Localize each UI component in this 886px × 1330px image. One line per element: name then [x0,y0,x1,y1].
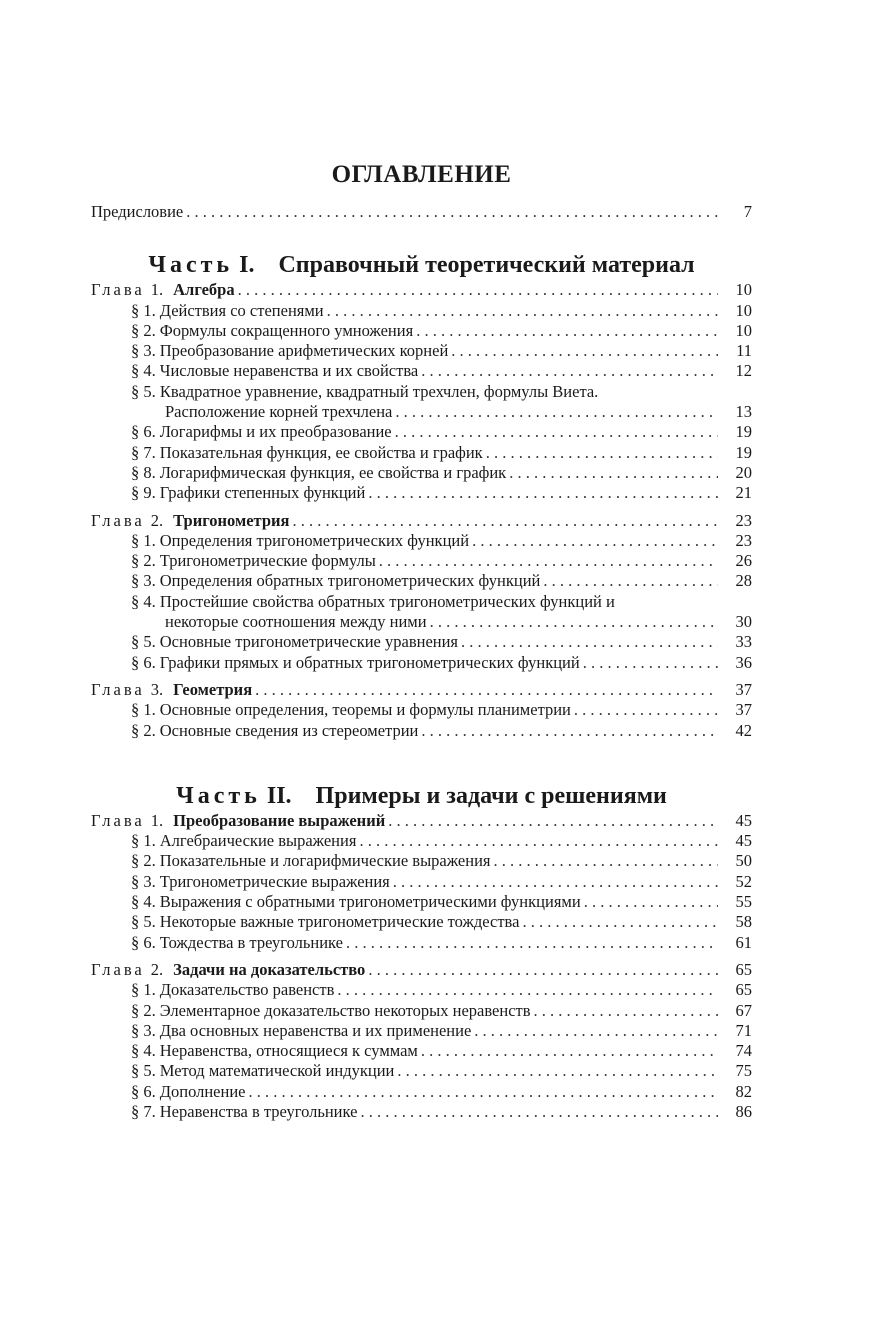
dot-leader [397,1061,718,1081]
toc-section-continuation[interactable] [91,402,752,422]
toc-section[interactable] [91,831,752,851]
dot-leader [238,280,718,300]
page-number: 36 [735,652,752,672]
section-title: Числовые неравенства и их свойства [159,361,419,381]
page-number: 74 [735,1041,752,1061]
dot-leader [509,463,718,483]
dot-leader [186,202,718,222]
section-title: Логарифмическая функция, ее свойства и график [159,462,507,482]
dot-leader [430,612,718,632]
section-title-line1: Простейшие свойства обратных тригонометрических функций и [159,591,615,611]
toc-section-wrapped[interactable] [91,592,752,612]
section-number: § 2. [131,720,156,740]
chapter-title: Алгебра [173,280,235,300]
page-number: 23 [735,530,752,550]
dot-leader [543,571,718,591]
dot-leader [255,680,718,700]
section-title: Преобразование арифметических корней [159,341,449,361]
dot-leader [574,700,718,720]
page-number: 86 [735,1101,752,1121]
chapter-number: 1. [150,810,164,830]
section-title: Неравенства, относящиеся к суммам [159,1041,418,1061]
dot-leader [393,872,718,892]
chapter-title: Преобразование выражений [173,810,386,830]
section-number: § 5. [131,381,156,401]
toc-section[interactable] [91,443,752,463]
section-number: § 6. [131,932,156,952]
dot-leader [368,960,718,980]
section-title: Неравенства в треугольнике [159,1101,358,1121]
dot-leader [292,511,718,531]
chapter-number: 1. [150,280,164,300]
dot-leader [359,831,718,851]
section-number: § 5. [131,1061,156,1081]
page-number: 52 [735,871,752,891]
toc-chapter-trigonometry[interactable] [91,511,752,531]
toc-section[interactable] [91,422,752,442]
entry-label: Предисловие [91,202,184,221]
toc-section[interactable] [91,653,752,673]
part-number: I. [239,252,255,279]
section-number: § 2. [131,1000,156,1020]
toc-section[interactable] [91,851,752,871]
section-number: § 6. [131,422,156,442]
section-number: § 2. [131,851,156,871]
section-title: Доказательство равенств [159,980,335,1000]
dot-leader [416,321,718,341]
toc-chapter-geometry[interactable] [91,680,752,700]
page-number: 20 [735,462,752,482]
section-title: Формулы сокращенного умножения [159,320,414,340]
section-title-line2: Расположение корней трехчлена [165,402,393,422]
chapter-word: Глава [91,810,145,830]
section-title: Основные сведения из стереометрии [159,720,419,740]
page-number: 75 [735,1061,752,1081]
dot-leader [249,1082,719,1102]
section-number: § 9. [131,483,156,503]
dot-leader [534,1001,718,1021]
dot-leader [327,301,718,321]
chapter-number: 2. [150,959,164,979]
toc-section[interactable] [91,1061,752,1081]
section-title: Логарифмы и их преобразование [159,422,392,442]
page-number: 23 [735,510,752,530]
section-title: Тригонометрические формулы [159,551,376,571]
page-number: 65 [735,959,752,979]
dot-leader [360,1102,718,1122]
chapter-title: Задачи на доказательство [173,959,366,979]
section-number: § 4. [131,591,156,611]
dot-leader [421,721,718,741]
section-number: § 1. [131,980,156,1000]
section-number: § 2. [131,551,156,571]
section-title: Показательная функция, ее свойства и график [159,442,483,462]
page-number: 37 [735,679,752,699]
toc-section[interactable] [91,341,752,361]
toc-page [91,160,752,1122]
section-title: Элементарное доказательство некоторых неравенств [159,1000,531,1020]
dot-leader [346,933,718,953]
section-title: Выражения с обратными тригонометрическими функциями [159,892,581,912]
toc-section-wrapped[interactable] [91,382,752,402]
part-word: Часть [148,252,234,279]
dot-leader [584,892,718,912]
dot-leader [583,653,718,673]
dot-leader [379,551,718,571]
section-number: § 4. [131,1041,156,1061]
dot-leader [395,402,718,422]
toc-section[interactable] [91,700,752,720]
section-number: § 3. [131,871,156,891]
toc-section[interactable] [91,933,752,953]
section-number: § 7. [131,442,156,462]
toc-chapter-proofs[interactable] [91,960,752,980]
section-title: Определения тригонометрических функций [159,530,470,550]
section-number: § 6. [131,652,156,672]
section-number: § 5. [131,912,156,932]
toc-chapter-algebra[interactable] [91,280,752,300]
section-number: § 4. [131,361,156,381]
page-number: 42 [735,720,752,740]
section-title-line1: Квадратное уравнение, квадратный трехчлен, формулы Виета. [159,381,599,401]
section-title: Некоторые важные тригонометрические тождества [159,912,520,932]
toc-section[interactable] [91,1021,752,1041]
section-number: § 3. [131,1020,156,1040]
section-title-line2: некоторые соотношения между ними [165,612,427,632]
section-number: § 2. [131,320,156,340]
section-title: Дополнение [159,1081,246,1101]
toc-entry-preface[interactable] [91,202,752,222]
toc-section[interactable] [91,483,752,503]
section-number: § 3. [131,571,156,591]
dot-leader [368,483,718,503]
section-number: § 1. [131,530,156,550]
page-number: 21 [735,483,752,503]
page-number: 45 [735,831,752,851]
page-number: 7 [743,202,752,221]
page-number: 10 [735,320,752,340]
dot-leader [522,912,718,932]
page-number: 10 [735,280,752,300]
section-title: Основные тригонометрические уравнения [159,632,459,652]
section-number: § 8. [131,462,156,482]
section-number: § 6. [131,1081,156,1101]
page-number: 45 [735,810,752,830]
section-title: Два основных неравенства и их применение [159,1020,472,1040]
section-number: § 3. [131,341,156,361]
toc-section[interactable] [91,301,752,321]
section-number: § 1. [131,300,156,320]
section-title: Действия со степенями [159,300,324,320]
chapter-word: Глава [91,679,145,699]
page-number: 26 [735,551,752,571]
page-number: 50 [735,851,752,871]
dot-leader [474,1021,718,1041]
dot-leader [494,851,718,871]
part-number: II. [266,782,292,809]
toc-section[interactable] [91,892,752,912]
toc-section[interactable] [91,872,752,892]
section-number: § 4. [131,892,156,912]
chapter-title: Тригонометрия [173,510,290,530]
dot-leader [337,980,718,1000]
toc-section[interactable] [91,361,752,381]
toc-section[interactable] [91,912,752,932]
dot-leader [472,531,718,551]
toc-section[interactable] [91,531,752,551]
page-number: 55 [735,892,752,912]
toc-section-continuation[interactable] [91,612,752,632]
toc-section[interactable] [91,632,752,652]
page-number: 13 [735,402,752,422]
part-title: Справочный теоретический материал [278,252,695,279]
page-number: 58 [735,912,752,932]
toc-section[interactable] [91,721,752,741]
part-word: Часть [176,782,261,809]
chapter-title: Геометрия [173,679,253,699]
chapter-word: Глава [91,510,145,530]
page-number: 33 [735,632,752,652]
dot-leader [388,811,718,831]
toc-section[interactable] [91,571,752,591]
part-heading-2 [91,781,752,811]
page-number: 30 [735,612,752,632]
toc-section[interactable] [91,551,752,571]
chapter-number: 2. [150,510,164,530]
section-title: Определения обратных тригонометрических функций [159,571,541,591]
toc-section[interactable] [91,1102,752,1122]
dot-leader [395,422,718,442]
part-heading-1 [91,250,752,280]
page-number: 61 [735,932,752,952]
page-number: 71 [735,1020,752,1040]
toc-section[interactable] [91,463,752,483]
section-title: Тождества в треугольнике [159,932,343,952]
section-title: Показательные и логарифмические выражения [159,851,491,871]
page-number: 11 [736,341,752,361]
section-title: Графики прямых и обратных тригонометрических функций [159,652,580,672]
dot-leader [451,341,718,361]
chapter-number: 3. [150,679,164,699]
dot-leader [421,361,718,381]
page-number: 19 [735,442,752,462]
dot-leader [461,632,718,652]
toc-chapter-expressions[interactable] [91,811,752,831]
section-title: Алгебраические выражения [159,831,357,851]
toc-title: ОГЛАВЛЕНИЕ [331,161,512,188]
part-title: Примеры и задачи с решениями [315,782,667,809]
toc-section[interactable] [91,321,752,341]
section-number: § 7. [131,1101,156,1121]
dot-leader [486,443,718,463]
toc-section[interactable] [91,980,752,1000]
section-title: Основные определения, теоремы и формулы планиметрии [159,700,571,720]
chapter-word: Глава [91,280,145,300]
section-title: Графики степенных функций [159,483,366,503]
section-title: Метод математической индукции [159,1061,395,1081]
section-title: Тригонометрические выражения [159,871,390,891]
page-number: 19 [735,422,752,442]
page-number: 37 [735,700,752,720]
section-number: § 1. [131,831,156,851]
section-number: § 5. [131,632,156,652]
page-number: 12 [735,361,752,381]
toc-section[interactable] [91,1041,752,1061]
section-number: § 1. [131,700,156,720]
dot-leader [421,1041,718,1061]
page-number: 10 [735,300,752,320]
page-number: 65 [735,980,752,1000]
chapter-word: Глава [91,959,145,979]
page-number: 82 [735,1081,752,1101]
toc-section[interactable] [91,1082,752,1102]
page-number: 67 [735,1000,752,1020]
page-number: 28 [735,571,752,591]
toc-section[interactable] [91,1001,752,1021]
